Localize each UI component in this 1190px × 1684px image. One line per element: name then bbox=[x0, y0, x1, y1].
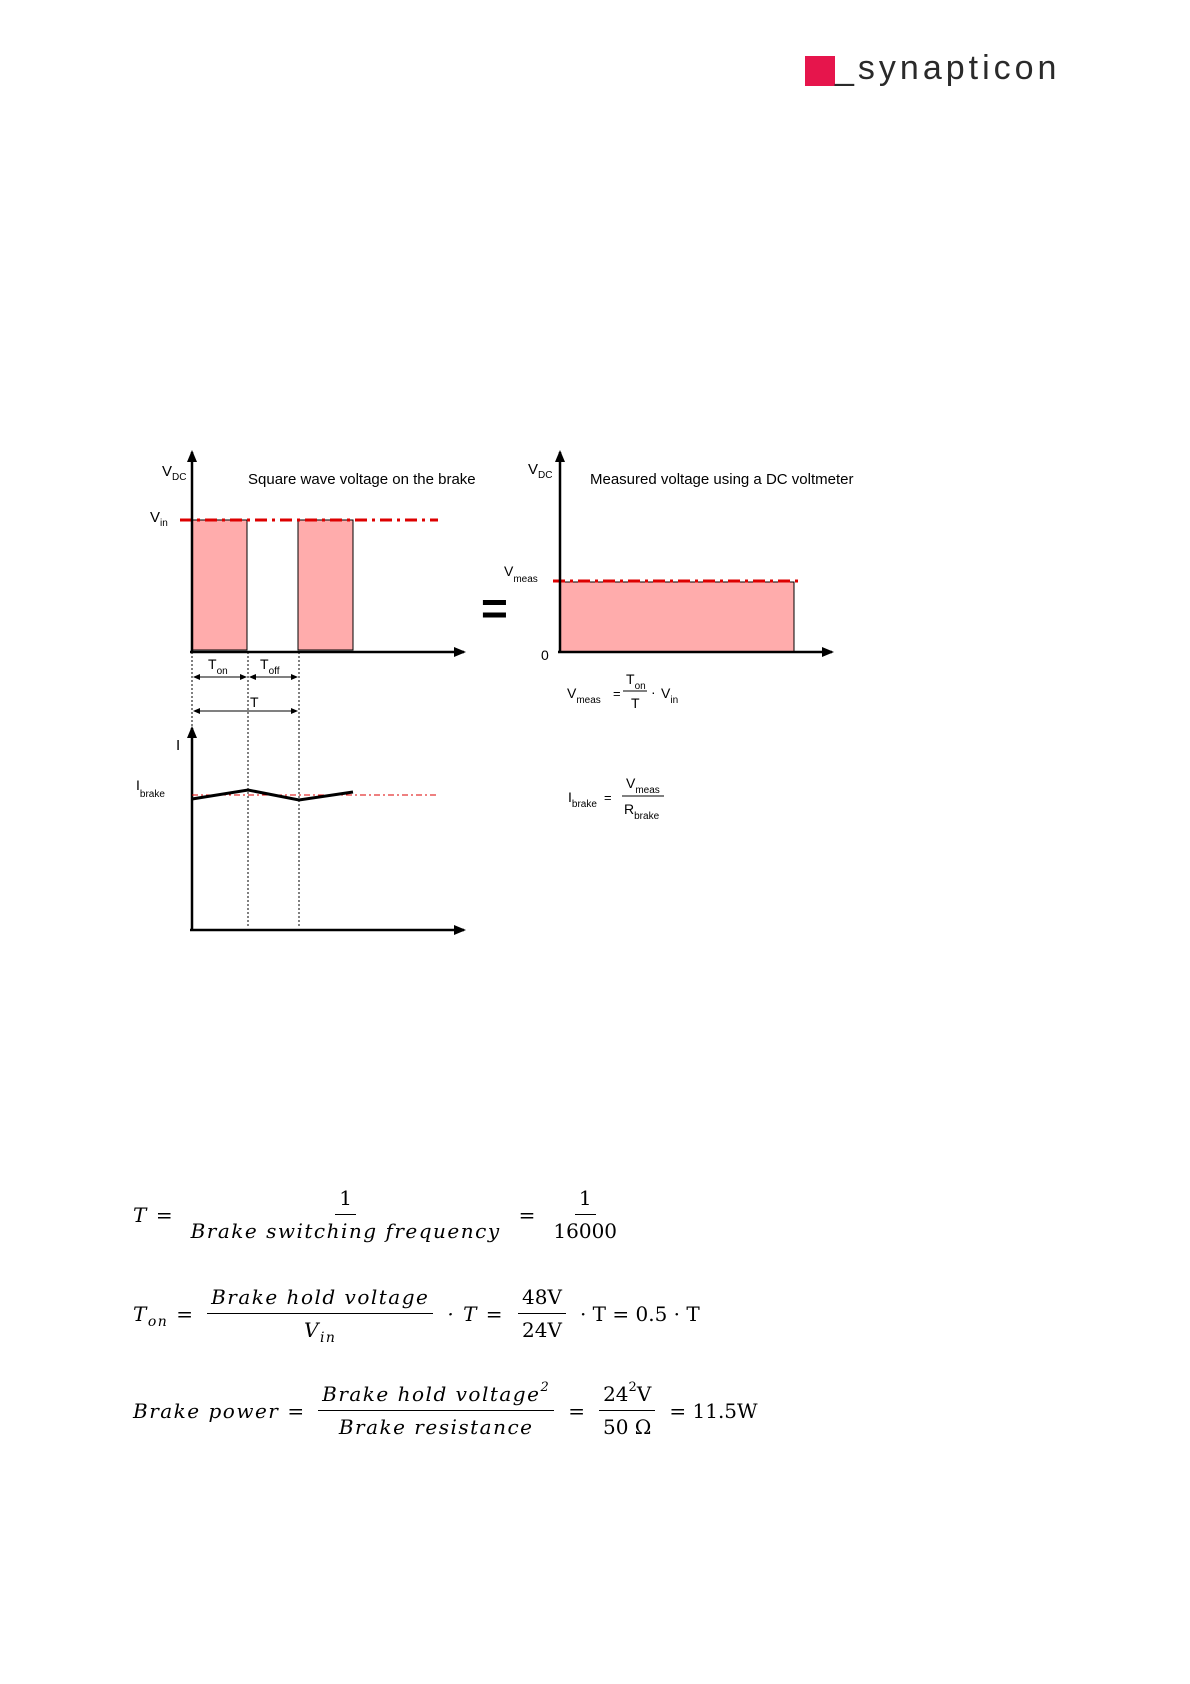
eq2-den1: $V_{in}$ bbox=[303, 1318, 337, 1346]
right-y-label: $V_{DC}$ bbox=[528, 461, 553, 481]
zero-label: 0 bbox=[541, 647, 549, 663]
ibrake-formula-den: $R_{brake}$ bbox=[624, 801, 660, 822]
current-y-label: I bbox=[176, 737, 181, 754]
eq2-frac1 bbox=[207, 1285, 433, 1346]
eq2-num2: 48V bbox=[518, 1285, 566, 1314]
eq2-lhs: $T_{on}$ bbox=[133, 1301, 169, 1330]
right-chart-title: Measured voltage using a DC voltmeter bbox=[590, 471, 854, 488]
eq1-lhs: T bbox=[133, 1202, 148, 1227]
eq3-eq2: = bbox=[568, 1398, 585, 1423]
eq3-num2: $24^2V$ bbox=[599, 1382, 655, 1411]
toff-label: $T_{off}$ bbox=[260, 656, 280, 677]
vmeas-formula-den: T bbox=[631, 695, 640, 711]
vmeas-formula-num: $T_{on}$ bbox=[626, 671, 646, 692]
eq3-lhs: Brake power bbox=[133, 1398, 280, 1423]
vin-label: $V_{in}$ bbox=[150, 509, 168, 529]
ibrake-label: $I_{brake}$ bbox=[136, 777, 165, 800]
equation-brake-power bbox=[133, 1382, 766, 1439]
equals-sign: = bbox=[481, 582, 508, 634]
eq3-den2: 50 Ω bbox=[602, 1415, 652, 1439]
logo-wordmark: _synapticon bbox=[835, 49, 1061, 87]
vmeas-formula-dot: · bbox=[651, 684, 656, 700]
eq3-tail: = 11.5W bbox=[669, 1398, 758, 1423]
eq1-eq: = bbox=[155, 1202, 173, 1227]
vmeas-formula-lhs: $V_{meas}$ bbox=[567, 685, 601, 706]
eq2-den2: 24V bbox=[522, 1318, 562, 1342]
eq1-frac2 bbox=[549, 1186, 621, 1243]
vmeas-area bbox=[560, 582, 794, 652]
equation-ton bbox=[133, 1285, 708, 1346]
ibrake-formula-eq: = bbox=[604, 790, 612, 805]
eq3-eq: = bbox=[287, 1398, 305, 1423]
ibrake-ripple bbox=[192, 790, 353, 800]
eq1-den1: Brake switching frequency bbox=[190, 1219, 501, 1243]
eq2-tail: · T = 0.5 · T bbox=[579, 1301, 700, 1326]
vmeas-formula-rhs: $V_{in}$ bbox=[661, 685, 679, 706]
eq1-num2: 1 bbox=[575, 1186, 596, 1215]
eq3-num1: Brake hold voltage$^2$ bbox=[318, 1382, 554, 1411]
pulse-1 bbox=[192, 520, 247, 650]
eq3-frac2 bbox=[599, 1382, 655, 1439]
pulse-2 bbox=[298, 520, 353, 650]
eq1-den2: 16000 bbox=[553, 1219, 618, 1243]
eq1-num1: 1 bbox=[335, 1186, 356, 1215]
left-y-label: $V_{DC}$ bbox=[162, 463, 187, 483]
vmeas-label: $V_{meas}$ bbox=[504, 563, 538, 585]
left-chart-title: Square wave voltage on the brake bbox=[248, 471, 476, 488]
eq1-frac1 bbox=[187, 1186, 505, 1243]
eq2-num1: Brake hold voltage bbox=[207, 1285, 433, 1314]
eq3-frac1 bbox=[318, 1382, 554, 1439]
eq1-eq2: = bbox=[518, 1202, 536, 1227]
ibrake-formula-lhs: $I_{brake}$ bbox=[568, 789, 597, 810]
eq2-frac2 bbox=[518, 1285, 566, 1342]
ton-label: $T_{on}$ bbox=[208, 656, 228, 677]
equation-period bbox=[133, 1186, 627, 1243]
period-label: T bbox=[250, 694, 259, 710]
ibrake-formula-num: $V_{meas}$ bbox=[626, 775, 660, 796]
eq3-den1: Brake resistance bbox=[338, 1415, 534, 1439]
eq2-mul1: · T = bbox=[447, 1301, 505, 1326]
eq2-eq: = bbox=[176, 1301, 194, 1326]
vmeas-formula-eq: = bbox=[613, 686, 621, 701]
